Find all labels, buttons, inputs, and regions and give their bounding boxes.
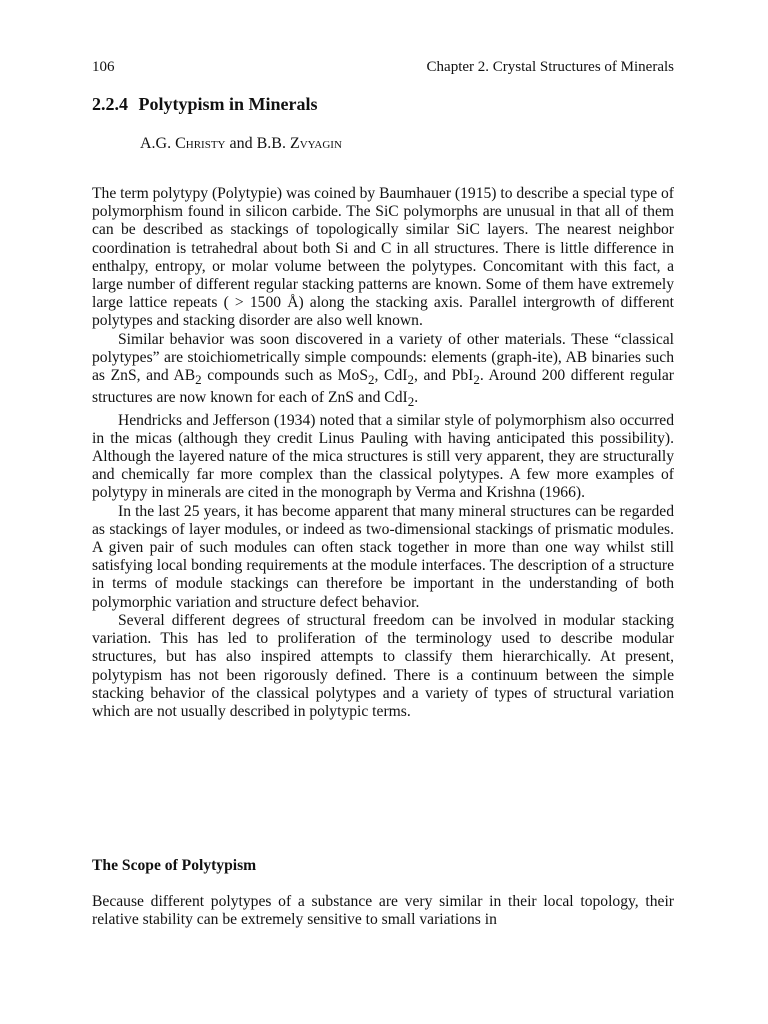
author-2-initials: B.B. bbox=[256, 135, 286, 152]
author-1-initials: A.G. bbox=[140, 135, 172, 152]
page-number: 106 bbox=[92, 59, 115, 75]
paragraph: Because different polytypes of a substance are very similar in their local topology, their relative stability can be extremely sensitive to small variations in bbox=[92, 893, 674, 929]
body-text bbox=[92, 185, 674, 721]
paragraph: Several different degrees of structural freedom can be involved in modular stacking variation. This has led to proliferation of the terminology used to describe modular structures, but has also inspired attempts to classify them hierarchically. At present, polytypism has not been rigorously defined. There is a continuum between the simple stacking behavior of the classical polytypes and a variety of types of structural variation which are not usually described in polytypic terms. bbox=[92, 611, 674, 720]
author-2-surname: Zvyagin bbox=[289, 135, 342, 152]
section-number: 2.2.4 bbox=[92, 94, 128, 114]
chapter-title: Chapter 2. Crystal Structures of Minerals bbox=[426, 59, 674, 75]
paragraph: The term polytypy (Polytypie) was coined by Baumhauer (1915) to describe a special type of polymorphism found in silicon carbide. The SiC polymorphs are unusual in that all of them can be described as stackings of topologically similar SiC layers. The nearest neighbor coordination is tetrahedral about both Si and C in all structures. There is little difference in enthalpy, entropy, or molar volume between the polytypes. Concomitant with this fact, a large number of different regular stacking patterns are known. Some of them have extremely large lattice repeats ( > 1500 Å) along the stacking axis. Parallel intergrowth of different polytypes and stacking disorder are also well known. bbox=[92, 185, 675, 330]
paragraph: Similar behavior was soon discovered in a variety of other materials. These “classical polytypes” are stoichiometrically simple compounds: elements (graph-ite), AB binaries such as ZnS, and $AB_2$ compounds such as MoS$_2$, CdI$_2$, and PbI$_2$. Around 200 different regular structures are now known for each of ZnS and CdI$_2$. bbox=[92, 330, 675, 410]
paragraph: In the last 25 years, it has become apparent that many mineral structures can be regarded as stackings of layer modules, or indeed as two-dimensional stackings of prismatic modules. A given pair of such modules can often stack together in more than one way whilst still satisfying local bonding requirements at the module interfaces. The description of a structure in terms of module stackings can therefore be important in the understanding of both polymorphic variation and structure defect behavior. bbox=[92, 502, 674, 611]
section-heading bbox=[92, 92, 318, 116]
author-conjunction: and bbox=[229, 135, 253, 152]
section-title: Polytypism in Minerals bbox=[138, 94, 318, 114]
author-1-surname: Christy bbox=[175, 135, 226, 152]
subsection-body bbox=[92, 893, 674, 929]
author-line bbox=[140, 134, 342, 154]
paragraph: Hendricks and Jefferson (1934) noted that a similar style of polymorphism also occurred in the micas (although they credit Linus Pauling with having anticipated this possibility). Although the layered nature of the mica structures is still very apparent, they are structurally and chemically far more complex than the classical polytypes. A few more examples of polytypy in minerals are cited in the monograph by Verma and Krishna (1966). bbox=[92, 411, 674, 502]
running-head bbox=[92, 57, 674, 77]
subsection-heading: The Scope of Polytypism bbox=[92, 857, 257, 874]
